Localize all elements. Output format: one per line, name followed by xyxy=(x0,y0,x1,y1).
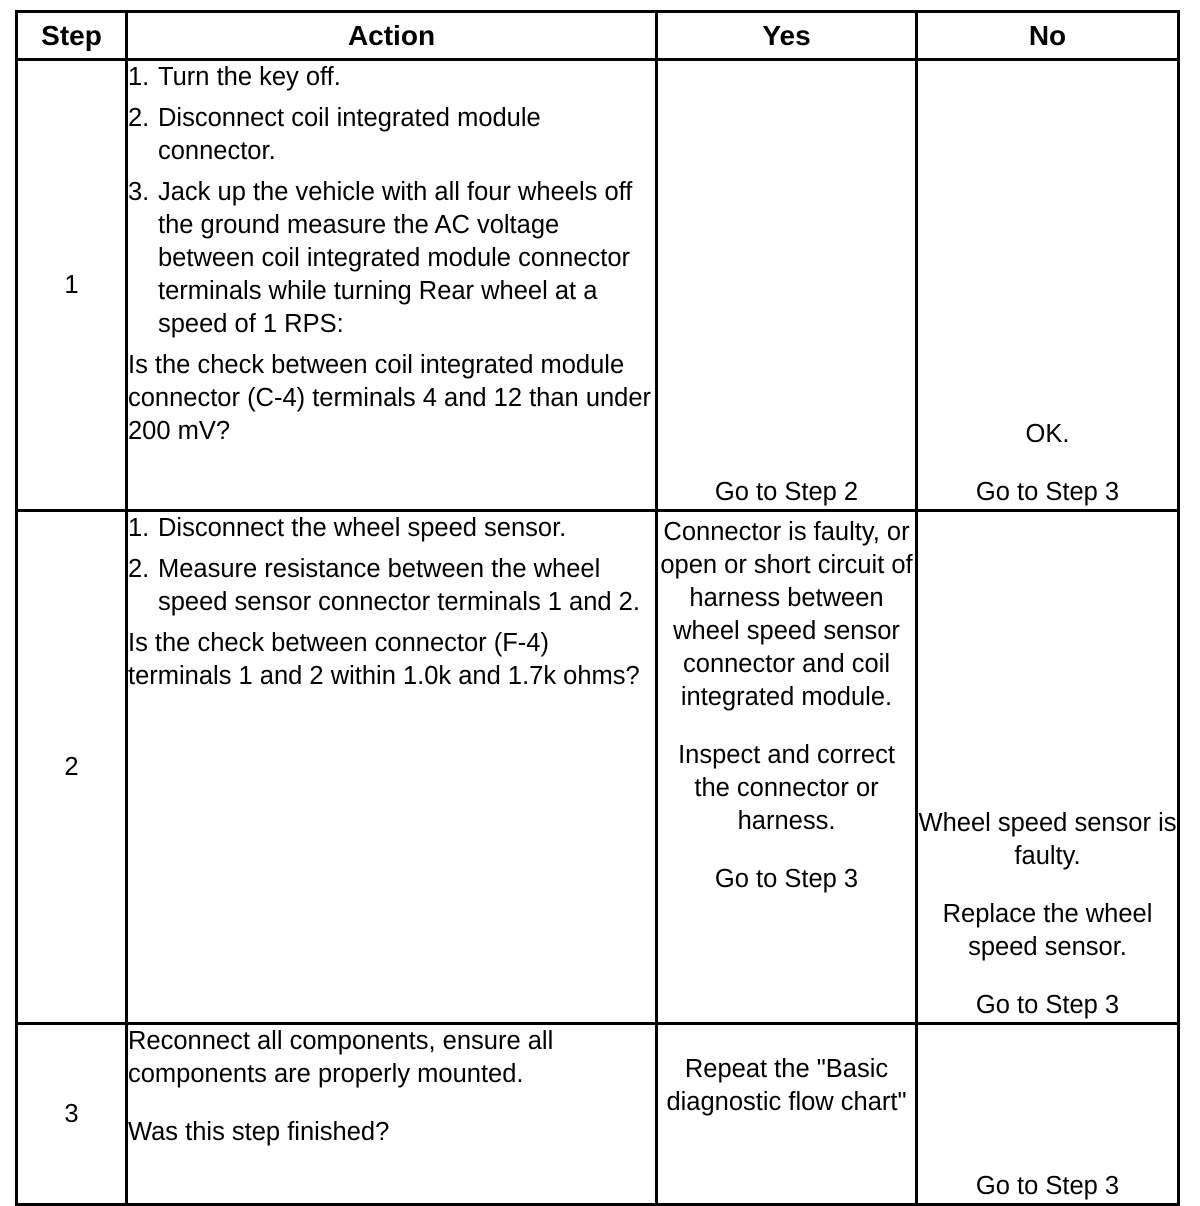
list-item: 2. Measure resistance between the wheel speed sensor connector terminals 1 and 2. xyxy=(128,555,640,616)
header-yes: Yes xyxy=(657,12,917,60)
no-cell xyxy=(917,511,1179,1024)
no-cell xyxy=(917,60,1179,511)
step-number: 1 xyxy=(17,60,127,511)
yes-cell xyxy=(657,60,917,511)
check-question: Is the check between connector (F-4) terminals 1 and 2 within 1.0k and 1.7k ohms? xyxy=(128,629,640,690)
yes-result: Repeat the "Basic diagnostic flow chart" xyxy=(666,1055,907,1116)
no-cell xyxy=(917,1024,1179,1205)
step-number: 3 xyxy=(17,1024,127,1205)
header-row xyxy=(17,12,1179,60)
action-text: Reconnect all components, ensure all components are properly mounted. xyxy=(128,1027,554,1088)
action-cell xyxy=(127,1024,657,1205)
yes-fix: Inspect and correct the connector or harness. xyxy=(678,741,895,835)
step-number: 2 xyxy=(17,511,127,1024)
no-goto: Go to Step 3 xyxy=(975,1172,1120,1200)
no-fix: Replace the wheel speed sensor. xyxy=(942,900,1153,961)
no-result: Wheel speed sensor is faulty. xyxy=(918,809,1177,870)
action-cell xyxy=(127,60,657,511)
check-question: Was this step finished? xyxy=(128,1118,390,1146)
diagnostic-table xyxy=(15,10,1180,1206)
list-item: 1. Turn the key off. xyxy=(128,63,341,91)
action-list xyxy=(128,512,655,619)
table-row xyxy=(17,1024,1179,1205)
no-goto: Go to Step 3 xyxy=(975,991,1120,1019)
list-item: 1. Disconnect the wheel speed sensor. xyxy=(128,514,567,542)
list-item: 3. Jack up the vehicle with all four wheels off the ground measure the AC voltage between coil integrated module connector terminals while turning Rear wheel at a speed of 1 RPS: xyxy=(128,178,633,338)
check-question: Is the check between coil integrated module connector (C-4) terminals 4 and 12 than under 200 mV? xyxy=(128,351,652,445)
header-step: Step xyxy=(17,12,127,60)
action-cell xyxy=(127,511,657,1024)
header-no: No xyxy=(917,12,1179,60)
yes-cell xyxy=(657,511,917,1024)
action-list xyxy=(128,61,655,341)
table-row xyxy=(17,511,1179,1024)
yes-result: Connector is faulty, or open or short circuit of harness between wheel speed sensor connector and coil integrated module. xyxy=(660,518,913,711)
yes-goto: Go to Step 2 xyxy=(714,478,859,506)
yes-goto: Go to Step 3 xyxy=(714,865,859,893)
table-row xyxy=(17,60,1179,511)
list-item: 2. Disconnect coil integrated module connector. xyxy=(128,104,541,165)
no-goto: Go to Step 3 xyxy=(975,478,1120,506)
header-action: Action xyxy=(127,12,657,60)
no-result: OK. xyxy=(1025,420,1070,448)
yes-cell xyxy=(657,1024,917,1205)
